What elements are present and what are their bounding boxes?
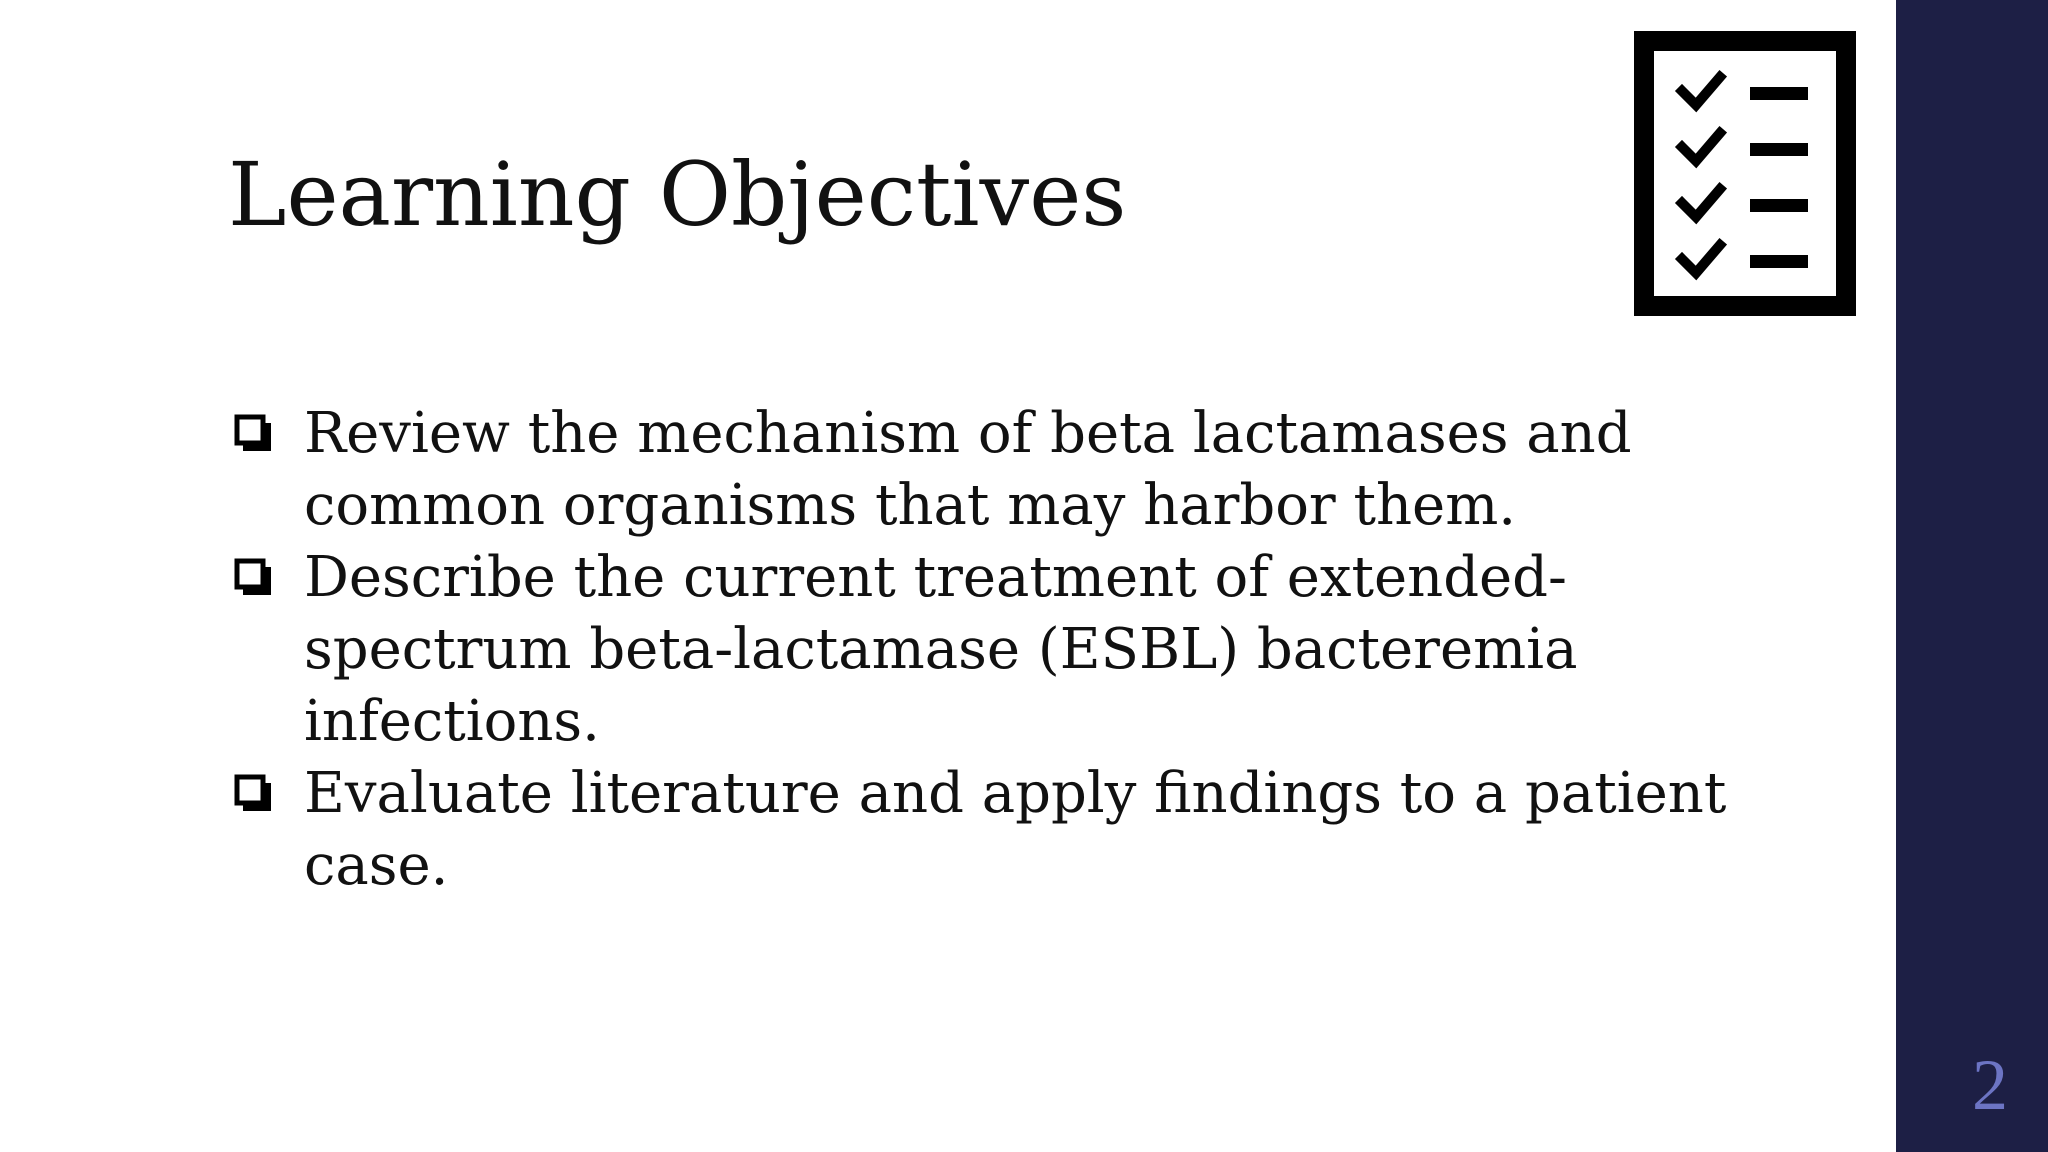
checklist-icon: [1634, 31, 1856, 316]
checkbox-bullet-icon: [234, 558, 274, 598]
list-item: [228, 758, 1788, 902]
slide-number: 2: [1972, 1045, 2008, 1125]
checkbox-bullet-icon: [234, 414, 274, 454]
slide-title: Learning Objectives: [228, 143, 1127, 246]
objective-text: Review the mechanism of beta lactamases and common organisms that may harbor them.: [304, 401, 1632, 538]
checkbox-bullet-icon: [234, 774, 274, 814]
list-item: [228, 542, 1788, 758]
objective-text: Describe the current treatment of extended-spectrum beta-lactamase (ESBL) bacteremia infections.: [304, 545, 1578, 754]
side-bar: [1896, 0, 2048, 1152]
list-item: [228, 398, 1788, 542]
objective-text: Evaluate literature and apply findings to a patient case.: [304, 761, 1727, 898]
objectives-list: [228, 398, 1788, 902]
